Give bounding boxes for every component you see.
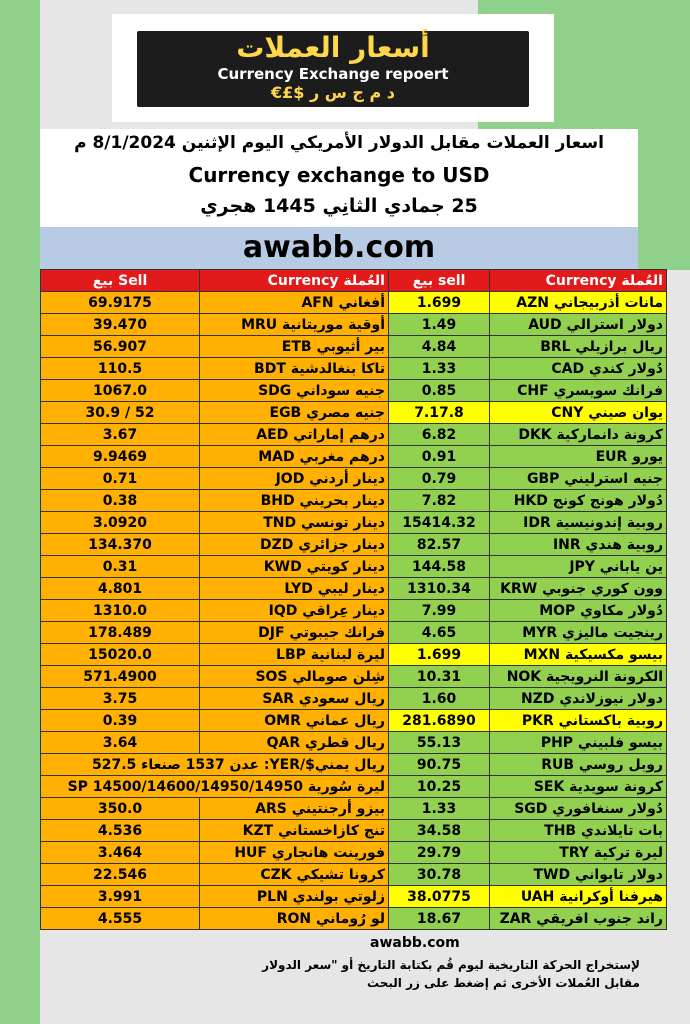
currency-right-cell: دُولار هونج كونج HKD <box>490 490 667 512</box>
table-row <box>41 820 667 842</box>
currency-right-cell: كرونة سويدية SEK <box>490 776 667 798</box>
sell-left-cell: 22.546 <box>41 864 200 886</box>
currency-left-cell: زلوتي بولندي PLN <box>200 886 389 908</box>
sell-right-cell: 1.49 <box>389 314 490 336</box>
sell-left-cell: 30.9 / 52 <box>41 402 200 424</box>
table-row <box>41 842 667 864</box>
table-row <box>41 380 667 402</box>
table-row <box>41 512 667 534</box>
table-row <box>41 732 667 754</box>
currency-left-cell: شِلن صومالي SOS <box>200 666 389 688</box>
currency-left-cell: ريال سعودي SAR <box>200 688 389 710</box>
footer-site[interactable]: awabb.com <box>370 935 460 951</box>
merged-left-cell <box>41 776 389 798</box>
currency-left-cell: دينار جزائري DZD <box>200 534 389 556</box>
sell-right-cell: 34.58 <box>389 820 490 842</box>
sell-right-cell: 4.65 <box>389 622 490 644</box>
currency-left-cell: لو رُوماني RON <box>200 908 389 930</box>
table-row <box>41 358 667 380</box>
table-row <box>41 908 667 930</box>
currency-right-cell: روبل روسي RUB <box>490 754 667 776</box>
sell-left-cell: 0.71 <box>41 468 200 490</box>
currency-left-cell: درهم إماراتي AED <box>200 424 389 446</box>
sell-right-cell: 0.91 <box>389 446 490 468</box>
sell-right-cell: 90.75 <box>389 754 490 776</box>
sell-left-cell: 39.470 <box>41 314 200 336</box>
sell-right-cell: 0.79 <box>389 468 490 490</box>
logo-english-title: Currency Exchange repoert <box>217 65 449 83</box>
currency-right-cell: دُولار كندي CAD <box>490 358 667 380</box>
table-row <box>41 776 667 798</box>
logo-arabic-title: أسعار العملات <box>236 31 430 64</box>
sell-left-cell: 9.9469 <box>41 446 200 468</box>
sell-right-cell: 6.82 <box>389 424 490 446</box>
currency-right-cell: دولار استرالي AUD <box>490 314 667 336</box>
currency-right-cell: يورو EUR <box>490 446 667 468</box>
merged-left-cell <box>41 754 389 776</box>
sell-left-cell: 0.31 <box>41 556 200 578</box>
currency-left-cell: جنيه سوداني SDG <box>200 380 389 402</box>
sell-left-cell: 3.64 <box>41 732 200 754</box>
currency-left-cell: بير أثيوبي ETB <box>200 336 389 358</box>
currency-left-cell: أفغاني AFN <box>200 292 389 314</box>
table-row <box>41 402 667 424</box>
green-left-band <box>0 0 40 1024</box>
currency-right-cell: بات تايلاندي THB <box>490 820 667 842</box>
table-row <box>41 578 667 600</box>
currency-left-cell: فرانك جيبوتي DJF <box>200 622 389 644</box>
currency-left-cell: دينار ليبي LYD <box>200 578 389 600</box>
sell-left-cell: 15020.0 <box>41 644 200 666</box>
header-date-line: اسعار العملات مقابل الدولار الأمريكي اليوم الإثنين 8/1/2024 م <box>74 133 604 153</box>
sell-right-cell: 15414.32 <box>389 512 490 534</box>
header-currency-right: العُملة Currency <box>490 270 667 292</box>
currency-logo-banner <box>137 31 529 107</box>
footer-note: لإستخراج الحركة التاريخية ليوم قُم بكتابة التاريخ أو "سعر الدولار مقابل العُملات الأخرى ثم إضغط على زر البحث <box>262 958 640 990</box>
table-row <box>41 534 667 556</box>
sell-right-cell: 10.31 <box>389 666 490 688</box>
header-sell-right: بيع sell <box>389 270 490 292</box>
table-row <box>41 600 667 622</box>
currency-right-cell: جنيه استرليني GBP <box>490 468 667 490</box>
table-row <box>41 710 667 732</box>
table-row <box>41 754 667 776</box>
sell-left-cell: 3.464 <box>41 842 200 864</box>
table-row <box>41 688 667 710</box>
table-row <box>41 446 667 468</box>
sell-right-cell: 18.67 <box>389 908 490 930</box>
currency-right-cell: مانات أذربيجاني AZN <box>490 292 667 314</box>
table-row <box>41 424 667 446</box>
table-row <box>41 556 667 578</box>
currency-right-cell: دولار تايواني TWD <box>490 864 667 886</box>
sell-left-cell: 69.9175 <box>41 292 200 314</box>
sell-left-cell: 3.67 <box>41 424 200 446</box>
currency-right-cell: دُولار سنغافوري SGD <box>490 798 667 820</box>
currency-left-cell: تاكا بنغالدشية BDT <box>200 358 389 380</box>
currency-left-cell: فورينت هانجاري HUF <box>200 842 389 864</box>
currency-left-cell: تنج كازاخستاني KZT <box>200 820 389 842</box>
sell-left-cell: 0.39 <box>41 710 200 732</box>
currency-right-cell: الكرونة النرويجية NOK <box>490 666 667 688</box>
header-currency-left: العُملة Currency <box>200 270 389 292</box>
sell-left-cell: 178.489 <box>41 622 200 644</box>
sell-left-cell: 4.536 <box>41 820 200 842</box>
table-row <box>41 622 667 644</box>
sell-right-cell: 30.78 <box>389 864 490 886</box>
currency-left-cell: كرونا تشيكي CZK <box>200 864 389 886</box>
sell-right-cell: 4.84 <box>389 336 490 358</box>
currency-right-cell: رينجيت ماليزي MYR <box>490 622 667 644</box>
sell-left-cell: 110.5 <box>41 358 200 380</box>
currency-right-cell: ريال برازيلي BRL <box>490 336 667 358</box>
sell-left-cell: 3.0920 <box>41 512 200 534</box>
report-header <box>40 129 638 227</box>
currency-right-cell: دُولار مكاوي MOP <box>490 600 667 622</box>
currency-left-cell: دينار أردني JOD <box>200 468 389 490</box>
exchange-rates-table <box>40 269 667 930</box>
header-sell-left: بيع Sell <box>41 270 200 292</box>
sell-right-cell: 144.58 <box>389 556 490 578</box>
sell-right-cell: 0.85 <box>389 380 490 402</box>
currency-left-cell: جنيه مصري EGB <box>200 402 389 424</box>
sell-right-cell: 7.99 <box>389 600 490 622</box>
currency-left-cell: دينار تونسي TND <box>200 512 389 534</box>
currency-right-cell: روبية هندي INR <box>490 534 667 556</box>
currency-left-cell: أوقية موريتانية MRU <box>200 314 389 336</box>
sell-left-cell: 1310.0 <box>41 600 200 622</box>
table-row <box>41 886 667 908</box>
table-row <box>41 864 667 886</box>
sell-left-cell: 4.555 <box>41 908 200 930</box>
currency-right-cell: كرونة دانماركية DKK <box>490 424 667 446</box>
merged-currency: ريال يمني$/YER: عدن 1537 صنعاء <box>141 756 385 773</box>
currency-left-cell: ليرة لبنانية LBP <box>200 644 389 666</box>
currency-right-cell: بيسو مكسيكية MXN <box>490 644 667 666</box>
sell-right-cell: 1.60 <box>389 688 490 710</box>
sell-left-cell: 3.75 <box>41 688 200 710</box>
currency-right-cell: ين ياباني JPY <box>490 556 667 578</box>
currency-right-cell: وون كوري جنوبي KRW <box>490 578 667 600</box>
sell-right-cell: 281.6890 <box>389 710 490 732</box>
header-english-title: Currency exchange to USD <box>188 163 490 187</box>
table-header-row <box>41 270 667 292</box>
currency-right-cell: راند جنوب افريقي ZAR <box>490 908 667 930</box>
sell-left-cell: 350.0 <box>41 798 200 820</box>
sell-right-cell: 7.17.8 <box>389 402 490 424</box>
table-row <box>41 798 667 820</box>
currency-left-cell: دينار بحريني BHD <box>200 490 389 512</box>
merged-sell: SP 14500/14600/14950/14950 <box>67 778 303 795</box>
sell-left-cell: 4.801 <box>41 578 200 600</box>
currency-right-cell: فرانك سويسري CHF <box>490 380 667 402</box>
currency-left-cell: ريال عماني OMR <box>200 710 389 732</box>
currency-left-cell: بيزو أرجنتيني ARS <box>200 798 389 820</box>
sell-right-cell: 1.33 <box>389 798 490 820</box>
sell-left-cell: 571.4900 <box>41 666 200 688</box>
currency-right-cell: ليرة تركية TRY <box>490 842 667 864</box>
currency-left-cell: ريال قطري QAR <box>200 732 389 754</box>
site-banner[interactable]: awabb.com <box>40 227 638 269</box>
currency-left-cell: دينار كويتي KWD <box>200 556 389 578</box>
sell-left-cell: 1067.0 <box>41 380 200 402</box>
sell-right-cell: 82.57 <box>389 534 490 556</box>
sell-right-cell: 10.25 <box>389 776 490 798</box>
table-row <box>41 644 667 666</box>
merged-sell: 527.5 <box>92 756 137 773</box>
sell-right-cell: 1.699 <box>389 644 490 666</box>
merged-currency: ليرة سُورية <box>307 778 385 795</box>
sell-left-cell: 134.370 <box>41 534 200 556</box>
currency-left-cell: دينار عِراقي IQD <box>200 600 389 622</box>
currency-right-cell: روبية باكستاني PKR <box>490 710 667 732</box>
sell-right-cell: 1.699 <box>389 292 490 314</box>
currency-left-cell: درهم مغربي MAD <box>200 446 389 468</box>
currency-right-cell: هيرفنا أوكرانية UAH <box>490 886 667 908</box>
sell-right-cell: 38.0775 <box>389 886 490 908</box>
header-hijri-date: 25 جمادي الثانِي 1445 هجري <box>200 195 478 217</box>
sell-left-cell: 56.907 <box>41 336 200 358</box>
sell-right-cell: 7.82 <box>389 490 490 512</box>
currency-right-cell: بيسو فلبيني PHP <box>490 732 667 754</box>
table-row <box>41 336 667 358</box>
sell-right-cell: 55.13 <box>389 732 490 754</box>
sell-right-cell: 1310.34 <box>389 578 490 600</box>
table-row <box>41 468 667 490</box>
logo-currency-symbols: €£$ د م ج س ر <box>270 83 395 102</box>
currency-right-cell: يوان صيني CNY <box>490 402 667 424</box>
table-row <box>41 292 667 314</box>
table-row <box>41 666 667 688</box>
table-row <box>41 314 667 336</box>
sell-right-cell: 29.79 <box>389 842 490 864</box>
table-row <box>41 490 667 512</box>
sell-left-cell: 0.38 <box>41 490 200 512</box>
currency-right-cell: دولار نيوزلاندي NZD <box>490 688 667 710</box>
sell-right-cell: 1.33 <box>389 358 490 380</box>
currency-right-cell: روبية إندونيسية IDR <box>490 512 667 534</box>
sell-left-cell: 3.991 <box>41 886 200 908</box>
